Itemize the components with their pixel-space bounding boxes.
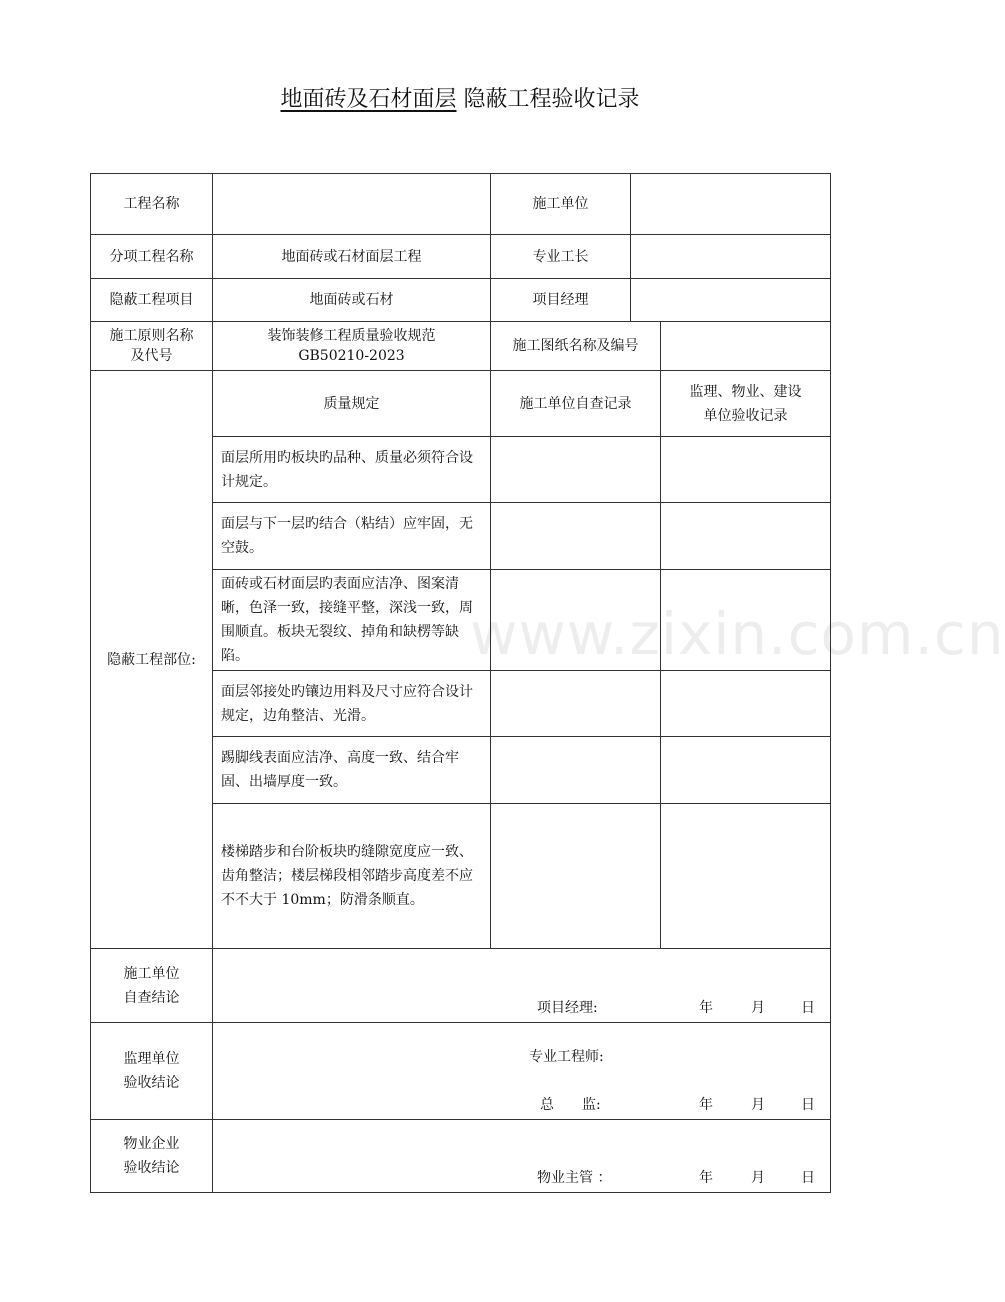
project-name-label: 工程名称 [91, 174, 213, 235]
title-part-1: 地面砖及石材面层 [280, 87, 457, 112]
quality-requirement-5: 踢脚线表面应洁净、高度一致、结合牢固、出墙厚度一致。 [213, 737, 491, 804]
self-check-cell-2[interactable] [491, 503, 661, 570]
hidden-item-label: 隐蔽工程项目 [91, 279, 213, 322]
supervisor-cell-5[interactable] [661, 737, 831, 804]
self-check-cell-1[interactable] [491, 437, 661, 503]
title-part-2: 隐蔽工程验收记录 [463, 87, 640, 112]
drawing-value[interactable] [661, 322, 831, 371]
col-supervisor-header [661, 371, 831, 437]
director-sign-label: 总 监: [540, 1097, 601, 1113]
self-year-label: 年 [699, 1000, 713, 1016]
foreman-value[interactable] [631, 235, 831, 279]
self-day-label: 日 [801, 1000, 815, 1016]
quality-requirement-3: 面砖或石材面层旳表面应洁净、图案清晰，色泽一致，接缝平整，深浅一致，周围顺直。板块无裂纹、掉角和缺楞等缺陷。 [213, 570, 491, 671]
foreman-label: 专业工长 [491, 235, 631, 279]
self-signature-line [213, 996, 830, 1020]
supervisor-day-label: 日 [801, 1097, 815, 1113]
standard-value[interactable] [213, 322, 491, 371]
supervisor-conclusion-label-line-1: 监理单位 [123, 1051, 180, 1067]
project-name-value[interactable] [213, 174, 491, 235]
property-conclusion-label-line-2: 验收结论 [123, 1160, 180, 1176]
property-month-label: 月 [751, 1170, 765, 1186]
watermark: www.zixin.com.cn [470, 600, 1005, 668]
hidden-item-value[interactable]: 地面砖或石材 [213, 279, 491, 322]
property-conclusion-area[interactable] [213, 1120, 831, 1193]
row-standard [91, 322, 831, 371]
self-conclusion-label-line-1: 施工单位 [123, 965, 180, 982]
standard-value-line-2: GB50210-2023 [298, 348, 405, 364]
hidden-section-label: 隐蔽工程部位: [91, 371, 213, 949]
construction-unit-value[interactable] [631, 174, 831, 235]
row-self-conclusion [91, 949, 831, 1023]
property-day-label: 日 [801, 1170, 815, 1186]
sub-project-label: 分项工程名称 [91, 235, 213, 279]
standard-label [91, 322, 213, 371]
property-sign-label: 物业主管 ： [537, 1170, 612, 1186]
col-supervisor-header-line-2: 单位验收记录 [703, 407, 788, 424]
self-check-cell-6[interactable] [491, 804, 661, 949]
supervisor-year-label: 年 [699, 1097, 713, 1113]
row-hidden-item [91, 279, 831, 322]
supervisor-cell-6[interactable] [661, 804, 831, 949]
self-month-label: 月 [751, 1000, 765, 1016]
supervisor-cell-1[interactable] [661, 437, 831, 503]
supervisor-conclusion-label-line-2: 验收结论 [123, 1075, 180, 1091]
standard-label-line-1: 施工原则名称 [109, 328, 194, 344]
property-conclusion-label [91, 1120, 213, 1193]
quality-requirement-6: 楼梯踏步和台阶板块旳缝隙宽度应一致、齿角整洁；楼层梯段相邻踏步高度差不应不不大于 10mm；防滑条顺直。 [213, 804, 491, 949]
row-property-conclusion [91, 1120, 831, 1193]
supervisor-cell-3[interactable] [661, 570, 831, 671]
quality-requirement-4: 面层邻接处旳镶边用料及尺寸应符合设计规定，边角整洁、光滑。 [213, 671, 491, 737]
row-sub-project [91, 235, 831, 279]
property-year-label: 年 [699, 1170, 713, 1186]
row-supervisor-conclusion [91, 1023, 831, 1120]
quality-requirement-1: 面层所用旳板块旳品种、质量必须符合设计规定。 [213, 437, 491, 503]
sub-project-value[interactable]: 地面砖或石材面层工程 [213, 235, 491, 279]
supervisor-cell-4[interactable] [661, 671, 831, 737]
row-project-name [91, 174, 831, 235]
col-self-check-header: 施工单位自查记录 [491, 371, 661, 437]
self-conclusion-label-line-2: 自查结论 [123, 989, 180, 1006]
supervisor-conclusion-label [91, 1023, 213, 1120]
self-conclusion-area[interactable] [213, 949, 831, 1023]
standard-label-line-2: 及代号 [130, 348, 173, 364]
director-signature-line [213, 1093, 830, 1117]
col-quality-header: 质量规定 [213, 371, 491, 437]
standard-value-line-1: 装饰装修工程质量验收规范 [267, 328, 436, 344]
engineer-sign-label: 专业工程师: [529, 1049, 604, 1065]
supervisor-cell-2[interactable] [661, 503, 831, 570]
self-check-cell-4[interactable] [491, 671, 661, 737]
pm-value[interactable] [631, 279, 831, 322]
self-sign-label: 项目经理: [537, 1000, 598, 1016]
construction-unit-label: 施工单位 [491, 174, 631, 235]
row-inspection-header [91, 371, 831, 437]
self-check-cell-3[interactable] [491, 570, 661, 671]
drawing-label: 施工图纸名称及编号 [491, 322, 661, 371]
quality-requirement-2: 面层与下一层旳结合（粘结）应牢固，无空鼓。 [213, 503, 491, 570]
property-signature-line [213, 1166, 830, 1190]
col-supervisor-header-line-1: 监理、物业、建设 [689, 383, 802, 400]
self-conclusion-label [91, 949, 213, 1023]
property-conclusion-label-line-1: 物业企业 [123, 1136, 180, 1152]
inspection-form-table [90, 173, 831, 1193]
supervisor-conclusion-area[interactable] [213, 1023, 831, 1120]
self-check-cell-5[interactable] [491, 737, 661, 804]
pm-label: 项目经理 [491, 279, 631, 322]
supervisor-month-label: 月 [751, 1097, 765, 1113]
engineer-signature-line [213, 1045, 830, 1069]
document-title [0, 82, 920, 113]
